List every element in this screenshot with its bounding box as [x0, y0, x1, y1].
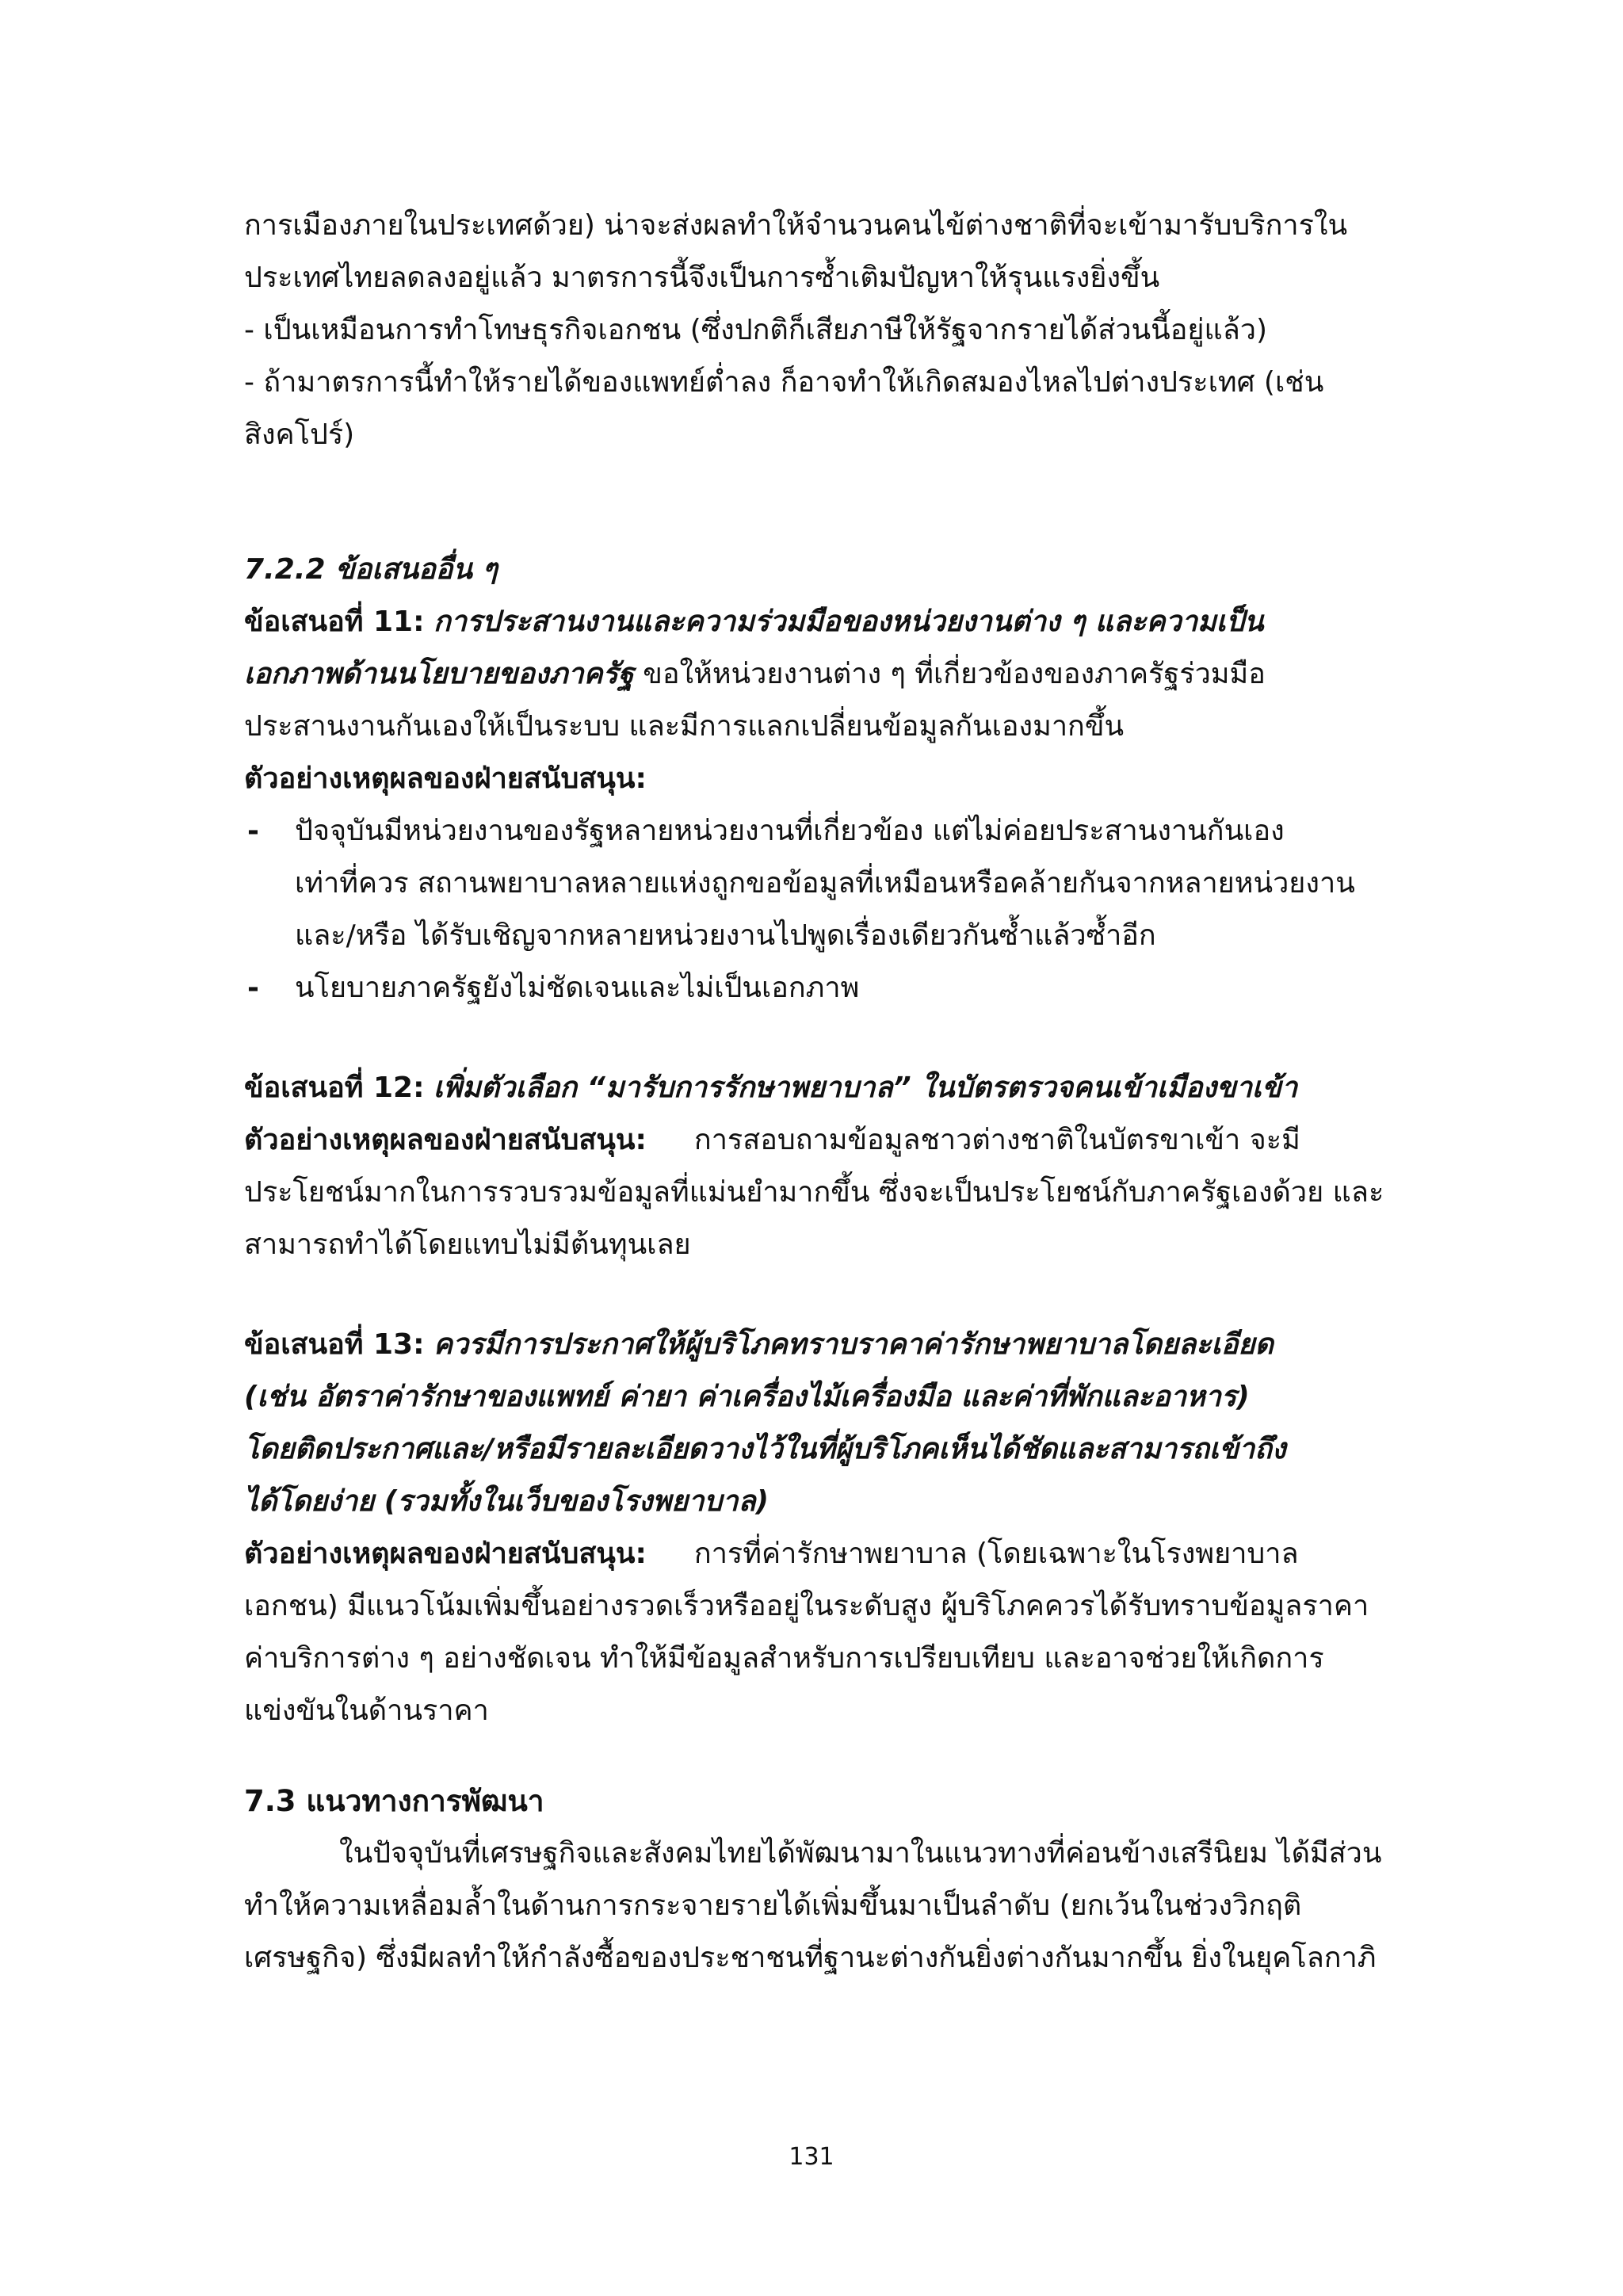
proposal-13-body-line: เอกชน) มีแนวโน้มเพิ่มขึ้นอย่างรวดเร็วหรืออยู่ในระดับสูง ผู้บริโภคควรได้รับทราบข้อมูลราคา — [244, 1590, 1369, 1622]
proposal-13-body: การที่ค่ารักษาพยาบาล (โดยเฉพาะในโรงพยาบาล — [693, 1538, 1299, 1570]
proposal-13-title-line: (เช่น อัตราค่ารักษาของแพทย์ ค่ายา ค่าเครื่องไม้เครื่องมือ และค่าที่พักและอาหาร) — [244, 1381, 1250, 1413]
list-item: - ปัจจุบันมีหน่วยงานของรัฐหลายหน่วยงานที่เกี่ยวข้อง แต่ไม่ค่อยประสานงานกันเอง เท่าที่ควร สถานพยาบาลหลายแห่งถูกขอข้อมูลที่เหมือนหรือคล้ายกันจากหลายหน่วยงาน และ/หรือ ได้รับเชิญจากหลายหน่วยงานไปพูดเรื่องเดียวกันซ้ำแล้วซ้ำอีก — [244, 805, 1385, 962]
proposal-12 — [244, 1062, 1385, 1271]
intro-dash-item: - เป็นเหมือนการทำโทษธุรกิจเอกชน (ซึ่งปกติก็เสียภาษีให้รัฐจากรายได้ส่วนนี้อยู่แล้ว) — [244, 314, 1268, 346]
section-7-3 — [244, 1775, 1385, 1985]
proposal-11 — [244, 596, 1385, 1014]
proposal-11-label: ข้อเสนอที่ 11: — [244, 606, 425, 638]
section-heading-7-3: 7.3 แนวทางการพัฒนา — [244, 1784, 544, 1818]
proposal-13-body-line: ค่าบริการต่าง ๆ อย่างชัดเจน ทำให้มีข้อมูลสำหรับการเปรียบเทียบ และอาจช่วยให้เกิดการ — [244, 1642, 1324, 1675]
proposal-13 — [244, 1319, 1385, 1737]
proposal-11-title-cont: เอกภาพด้านนโยบายของภาครัฐ — [244, 658, 634, 690]
list-item: - นโยบายภาครัฐยังไม่ชัดเจนและไม่เป็นเอกภาพ — [244, 962, 1385, 1014]
proposal-11-bullet-list — [244, 805, 1385, 1014]
proposal-13-support-label: ตัวอย่างเหตุผลของฝ่ายสนับสนุน: — [244, 1538, 647, 1570]
proposal-13-title-line: โดยติดประกาศและ/หรือมีรายละเอียดวางไว้ในที่ผู้บริโภคเห็นได้ชัดและสามารถเข้าถึง — [244, 1433, 1286, 1465]
proposal-11-support-label: ตัวอย่างเหตุผลของฝ่ายสนับสนุน: — [244, 762, 647, 795]
intro-paragraph — [244, 200, 1385, 461]
section-7-3-line: ทำให้ความเหลื่อมล้ำในด้านการกระจายรายได้เพิ่มขึ้นมาเป็นลำดับ (ยกเว้นในช่วงวิกฤติ — [244, 1889, 1302, 1922]
proposal-11-title: การประสานงานและความร่วมมือของหน่วยงานต่าง ๆ และความเป็น — [433, 606, 1264, 638]
intro-line: การเมืองภายในประเทศด้วย) น่าจะส่งผลทำให้จำนวนคนไข้ต่างชาติที่จะเข้ามารับบริการใน — [244, 209, 1348, 242]
proposal-12-body: การสอบถามข้อมูลชาวต่างชาติในบัตรขาเข้า จะมี — [693, 1124, 1300, 1156]
proposal-11-body: ขอให้หน่วยงานต่าง ๆ ที่เกี่ยวข้องของภาครัฐร่วมมือ — [633, 658, 1266, 690]
proposal-13-body-line: แข่งขันในด้านราคา — [244, 1694, 489, 1727]
proposal-13-label: ข้อเสนอที่ 13: — [244, 1328, 425, 1361]
intro-line: ประเทศไทยลดลงอยู่แล้ว มาตรการนี้จึงเป็นการซ้ำเติมปัญหาให้รุนแรงยิ่งขึ้น — [244, 262, 1160, 294]
section-7-3-line: เศรษฐกิจ) ซึ่งมีผลทำให้กำลังซื้อของประชาชนที่ฐานะต่างกันยิ่งต่างกันมากขึ้น ยิ่งในยุคโลกาภิ — [244, 1942, 1377, 1974]
proposal-13-title: ควรมีการประกาศให้ผู้บริโภคทราบราคาค่ารักษาพยาบาลโดยละเอียด — [433, 1328, 1274, 1361]
proposal-12-support-label: ตัวอย่างเหตุผลของฝ่ายสนับสนุน: — [244, 1124, 647, 1156]
intro-line: สิงคโปร์) — [244, 418, 355, 451]
bullet-dash: - — [247, 972, 259, 1004]
proposal-13-title-line: ได้โดยง่าย (รวมทั้งในเว็บของโรงพยาบาล) — [244, 1485, 769, 1518]
proposal-12-body-line: ประโยชน์มากในการรวบรวมข้อมูลที่แม่นยำมากขึ้น ซึ่งจะเป็นประโยชน์กับภาครัฐเองด้วย และ — [244, 1176, 1384, 1209]
section-7-3-line: ในปัจจุบันที่เศรษฐกิจและสังคมไทยได้พัฒนามาในแนวทางที่ค่อนข้างเสรีนิยม ได้มีส่วน — [339, 1837, 1382, 1870]
bullet-dash: - — [247, 815, 259, 847]
proposal-12-body-line: สามารถทำได้โดยแทบไม่มีต้นทุนเลย — [244, 1228, 691, 1261]
proposal-12-label: ข้อเสนอที่ 12: — [244, 1072, 425, 1104]
intro-dash-item: - ถ้ามาตรการนี้ทำให้รายได้ของแพทย์ต่ำลง ก็อาจทำให้เกิดสมองไหลไปต่างประเทศ (เช่น — [244, 366, 1324, 399]
page-number: 131 — [789, 2143, 834, 2171]
section-heading-7-2-2: 7.2.2 ข้อเสนออื่น ๆ — [244, 553, 498, 586]
proposal-11-body-line: ประสานงานกันเองให้เป็นระบบ และมีการแลกเปลี่ยนข้อมูลกันเองมากขึ้น — [244, 710, 1125, 743]
proposal-12-title: เพิ่มตัวเลือก “มารับการรักษาพยาบาล” ในบัตรตรวจคนเข้าเมืองขาเข้า — [433, 1072, 1298, 1104]
